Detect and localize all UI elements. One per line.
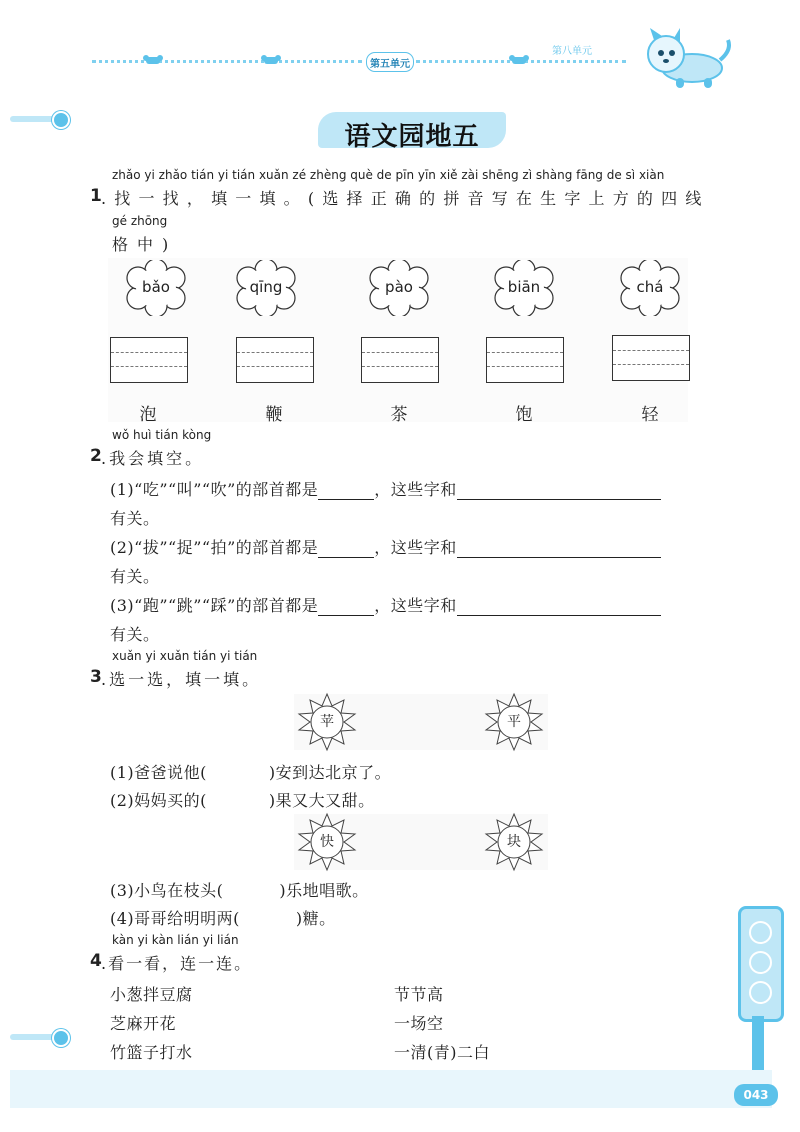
q2-title: .我会填空。 [101,449,205,468]
page-title: 语文园地五 [344,122,480,152]
traffic-light-icon [738,906,784,1022]
bone-icon [146,57,160,64]
q3-item-2 [110,788,375,811]
pinyin-option: chá [636,278,664,296]
q2-item-mid: ，这些字和 [374,596,457,615]
q4-pinyin: kàn yi kàn lián yi lián [112,933,239,947]
footer-bar [10,1070,772,1108]
four-line-grid[interactable] [236,337,314,383]
bone-icon [264,57,278,64]
decoration-bar [10,116,58,122]
q3-pinyin: xuǎn yi xuǎn tián yi tián [112,649,258,663]
q3-item-4 [110,906,336,929]
proverb-left[interactable]: 竹篮子打水 [110,1043,193,1062]
answer-blank[interactable] [240,913,296,929]
character: 饱 [515,405,533,425]
answer-blank[interactable] [318,541,374,558]
answer-blank[interactable] [457,599,661,616]
header-dotted-line-left [92,60,362,63]
q3-number: 3 [90,667,102,687]
q4-title: .看一看，连一连。 [101,954,253,973]
q3-item-1 [110,760,391,783]
character: 鞭 [265,405,283,425]
character-choice-sun [484,692,544,752]
q3-item-after: )安到达北京了。 [268,763,392,782]
pinyin-option-flower [492,260,556,316]
answer-blank[interactable] [457,541,661,558]
pinyin-option: pào [385,278,413,296]
q1-pinyin-line1: zhǎo yi zhǎo tián yi tián xuǎn zé zhèng què de pīn yīn xiě zài shēng zì shàng fāng de sì xiàn [112,168,665,182]
answer-blank[interactable] [318,483,374,500]
answer-blank[interactable] [223,885,279,901]
character-choice-sun [484,812,544,872]
q2-number: 2 [90,446,102,466]
answer-blank[interactable] [207,767,269,783]
character: 轻 [641,405,659,425]
proverb-right[interactable]: 节节高 [394,985,444,1004]
four-line-grid[interactable] [110,337,188,383]
proverb-left[interactable]: 芝麻开花 [110,1014,177,1033]
page-number: 043 [734,1084,778,1106]
pinyin-option: biān [507,278,541,296]
character: 泡 [139,405,157,425]
choice-character: 块 [507,834,521,850]
q3-item-before: (3)小鸟在枝头( [110,881,224,900]
choice-character: 快 [320,834,334,850]
proverb-right[interactable]: 一清(青)二白 [394,1043,490,1062]
q2-item-1 [110,477,661,500]
pinyin-option: qīng [249,278,283,296]
q2-item-3-suffix: 有关。 [110,625,160,644]
q2-item-prefix: (3)“跑”“跳”“踩”的部首都是 [110,596,319,615]
choice-character: 平 [507,714,521,730]
pinyin-option: bǎo [142,278,170,296]
character-choice-sun [297,692,357,752]
unit-badge: 第五单元 [366,52,414,72]
q1-pinyin-line2: gé zhōng [112,214,168,228]
q2-item-prefix: (1)“吃”“叫”“吹”的部首都是 [110,480,319,499]
answer-blank[interactable] [318,599,374,616]
traffic-light-pole [752,1016,764,1072]
answer-blank[interactable] [207,795,269,811]
q2-pinyin: wǒ huì tián kòng [112,428,212,442]
q3-item-before: (2)妈妈买的( [110,791,207,810]
q2-item-mid: ，这些字和 [374,538,457,557]
pinyin-option-flower [124,260,188,316]
pinyin-option-flower [618,260,682,316]
pinyin-option-flower [234,260,298,316]
character-choice-sun [297,812,357,872]
choice-character: 苹 [320,714,334,730]
q2-item-2 [110,535,661,558]
q2-item-1-suffix: 有关。 [110,509,160,528]
decoration-bar [10,1034,58,1040]
q2-item-prefix: (2)“拔”“捉”“拍”的部首都是 [110,538,319,557]
q1-instruction-line1: .找一找，填一填。(选择正确的拼音写在生字上方的四线 [101,189,710,208]
q2-item-3 [110,593,661,616]
q2-item-2-suffix: 有关。 [110,567,160,586]
q4-number: 4 [90,951,102,971]
q3-item-after: )乐地唱歌。 [279,881,369,900]
q1-instruction-line2: 格中) [112,235,178,254]
unit-label-right: 第八单元 [552,46,592,57]
decoration-dot [52,1029,70,1047]
proverb-right[interactable]: 一场空 [394,1014,444,1033]
q1-number: 1 [90,186,102,206]
pinyin-option-flower [367,260,431,316]
decoration-dot [52,111,70,129]
q3-item-before: (1)爸爸说他( [110,763,207,782]
q3-title: .选一选，填一填。 [101,670,262,689]
bone-icon [512,57,526,64]
q2-item-mid: ，这些字和 [374,480,457,499]
four-line-grid[interactable] [361,337,439,383]
q3-item-before: (4)哥哥给明明两( [110,909,240,928]
four-line-grid[interactable] [486,337,564,383]
proverb-left[interactable]: 小葱拌豆腐 [110,985,193,1004]
character: 茶 [390,405,408,425]
q3-item-after: )糖。 [295,909,336,928]
answer-blank[interactable] [457,483,661,500]
four-line-grid[interactable] [612,335,690,381]
q3-item-after: )果又大又甜。 [268,791,375,810]
dog-mascot-icon [640,28,732,90]
q3-item-3 [110,878,369,901]
